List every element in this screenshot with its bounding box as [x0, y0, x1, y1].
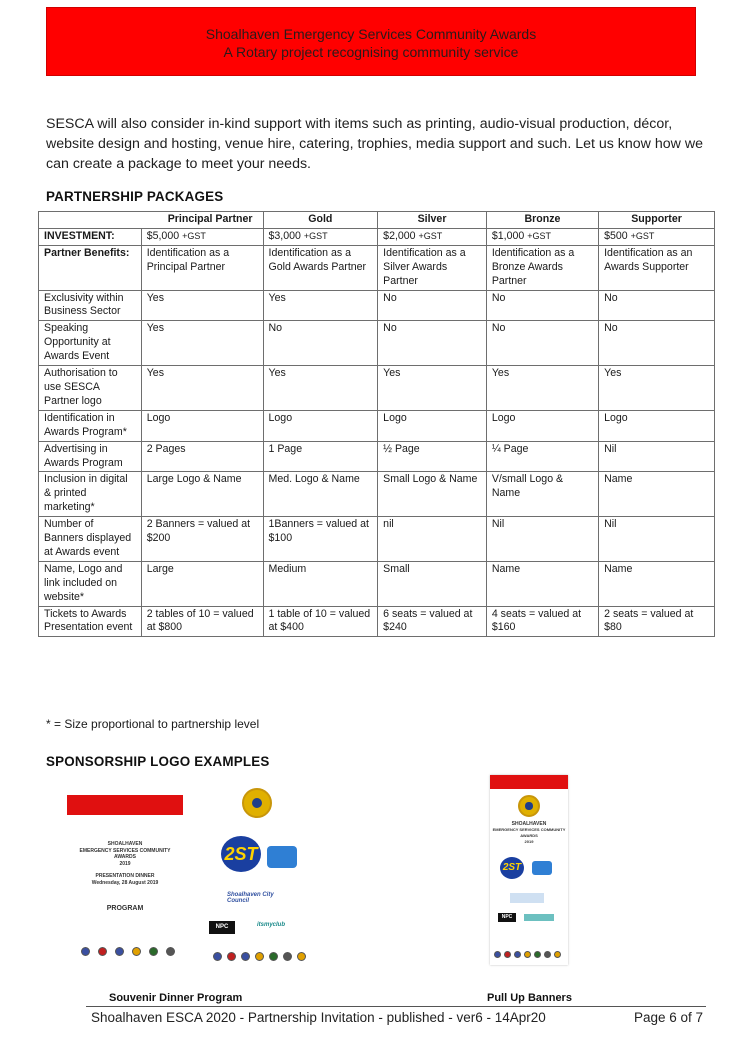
table-cell: No — [263, 321, 378, 366]
table-cell: ½ Page — [378, 441, 487, 472]
col-header-silver: Silver — [378, 212, 487, 229]
table-cell: No — [599, 321, 715, 366]
table-row — [39, 366, 715, 411]
row-label: Partner Benefits: — [39, 245, 142, 290]
table-cell: Logo — [263, 410, 378, 441]
program-line3: AWARDS — [114, 854, 136, 860]
seal-icon — [149, 947, 158, 956]
program-line1: SHOALHAVEN — [107, 841, 143, 847]
seal-icon — [213, 952, 222, 961]
col-header-supporter: Supporter — [599, 212, 715, 229]
seal-icon — [255, 952, 264, 961]
logo-column — [205, 782, 320, 972]
logo-2st: 2ST — [221, 836, 261, 872]
table-cell: 2 Banners = valued at $200 — [141, 517, 263, 562]
table-row — [39, 441, 715, 472]
intro-paragraph: SESCA will also consider in-kind support with items such as printing, audio-visual production, décor, website design and hosting, venue hire, catering, trophies, media support and such. Let us know how we can create a package to meet your needs. — [46, 116, 703, 172]
seal-icon — [524, 951, 531, 958]
program-title: PROGRAM — [106, 905, 144, 912]
table-cell: V/small Logo & Name — [486, 472, 598, 517]
table-cell: Identification as a Bronze Awards Partner — [486, 245, 598, 290]
seal-icon — [269, 952, 278, 961]
table-cell: Yes — [263, 366, 378, 411]
table-cell: Nil — [599, 517, 715, 562]
banner-red-header — [490, 775, 568, 789]
investment-row — [39, 228, 715, 245]
table-cell: ¼ Page — [486, 441, 598, 472]
banner-line1: SHOALHAVEN — [511, 821, 547, 827]
table-cell: Logo — [599, 410, 715, 441]
investment-amount: $3,000 — [268, 229, 301, 242]
table-cell: Med. Logo & Name — [263, 472, 378, 517]
table-cell: 6 seats = valued at $240 — [378, 606, 487, 637]
table-cell: No — [486, 290, 598, 321]
table-row — [39, 517, 715, 562]
table-cell: Yes — [378, 366, 487, 411]
benefit-rows — [39, 245, 715, 637]
table-cell: Identification as a Gold Awards Partner — [263, 245, 378, 290]
program-year: 2019 — [119, 861, 131, 867]
seal-icon — [544, 951, 551, 958]
col-header-bronze: Bronze — [486, 212, 598, 229]
investment-amount: $1,000 — [491, 229, 525, 242]
table-cell: Yes — [141, 321, 263, 366]
row-label: Speaking Opportunity at Awards Event — [39, 321, 142, 366]
col-header-gold: Gold — [263, 212, 378, 229]
banner-thumbnail — [490, 775, 568, 965]
seal-icon — [297, 952, 306, 961]
table-cell: Medium — [263, 561, 378, 606]
seal-icon — [166, 947, 175, 956]
banner-subtitle: A Rotary project recognising community service — [223, 44, 519, 60]
program-date: Wednesday, 28 August 2019 — [91, 880, 159, 886]
table-cell: Identification as a Principal Partner — [141, 245, 263, 290]
investment-cell — [486, 228, 598, 245]
investment-cell — [599, 228, 715, 245]
col-header-principal: Principal Partner — [39, 212, 264, 229]
row-label: Advertising in Awards Program — [39, 441, 142, 472]
table-cell: 2 seats = valued at $80 — [599, 606, 715, 637]
logo-2st: 2ST — [500, 857, 524, 879]
table-cell: Name — [599, 472, 715, 517]
partnership-heading: PARTNERSHIP PACKAGES — [46, 189, 224, 204]
table-cell: Yes — [141, 290, 263, 321]
seal-icon — [81, 947, 90, 956]
seal-icon — [494, 951, 501, 958]
investment-amount: $2,000 — [383, 229, 416, 242]
rotary-icon — [518, 795, 540, 817]
table-cell: No — [599, 290, 715, 321]
footer-text: Shoalhaven ESCA 2020 - Partnership Invitation - published - ver6 - 14Apr20 — [91, 1010, 546, 1025]
seal-icon — [283, 952, 292, 961]
banner-line2: EMERGENCY SERVICES COMMUNITY — [492, 827, 566, 832]
table-cell: Large — [141, 561, 263, 606]
banner-year: 2019 — [524, 839, 534, 844]
seal-icon — [534, 951, 541, 958]
investment-amount: $500 — [604, 229, 628, 242]
table-cell: 2 tables of 10 = valued at $800 — [141, 606, 263, 637]
table-row — [39, 561, 715, 606]
seal-icon — [132, 947, 141, 956]
gst-suffix: +GST — [418, 230, 443, 241]
table-cell: 1Banners = valued at $100 — [263, 517, 378, 562]
caption-banners: Pull Up Banners — [487, 992, 572, 1004]
club-logo-icon — [524, 914, 554, 921]
banner-title: Shoalhaven Emergency Services Community Awards — [205, 26, 537, 42]
footer-divider — [86, 1006, 706, 1007]
table-cell: Logo — [378, 410, 487, 441]
gst-suffix: +GST — [303, 230, 328, 241]
table-cell: Small Logo & Name — [378, 472, 487, 517]
table-cell: Yes — [486, 366, 598, 411]
investment-cell — [141, 228, 263, 245]
banner-line3: AWARDS — [520, 833, 538, 838]
row-label: Authorisation to use SESCA Partner logo — [39, 366, 142, 411]
table-cell: Yes — [599, 366, 715, 411]
row-label: Number of Banners displayed at Awards event — [39, 517, 142, 562]
table-header-row — [39, 212, 715, 229]
table-cell: Small — [378, 561, 487, 606]
investment-amount: $5,000 — [146, 229, 180, 242]
club-logo-icon — [532, 861, 552, 875]
table-row — [39, 290, 715, 321]
caption-program: Souvenir Dinner Program — [109, 992, 243, 1004]
seal-icon — [98, 947, 107, 956]
logos-heading: SPONSORSHIP LOGO EXAMPLES — [46, 754, 270, 769]
table-cell: Yes — [263, 290, 378, 321]
table-row — [39, 472, 715, 517]
seal-icon — [554, 951, 561, 958]
seal-icon — [504, 951, 511, 958]
investment-cell — [263, 228, 378, 245]
gst-suffix: +GST — [630, 230, 655, 241]
table-cell: Nil — [486, 517, 598, 562]
table-cell: Name — [599, 561, 715, 606]
logo-club: itsmyclub — [257, 922, 286, 928]
row-label: Tickets to Awards Presentation event — [39, 606, 142, 637]
rotary-icon — [242, 788, 272, 818]
table-cell: No — [378, 321, 487, 366]
table-cell: Yes — [141, 366, 263, 411]
table-row — [39, 410, 715, 441]
program-event: PRESENTATION DINNER — [95, 873, 155, 879]
table-row — [39, 245, 715, 290]
table-cell: Large Logo & Name — [141, 472, 263, 517]
table-cell: Logo — [486, 410, 598, 441]
table-cell: Nil — [599, 441, 715, 472]
table-cell: nil — [378, 517, 487, 562]
table-cell: Identification as an Awards Supporter — [599, 245, 715, 290]
table-cell: 4 seats = valued at $160 — [486, 606, 598, 637]
council-logo-icon — [510, 893, 544, 903]
club-logo-icon — [267, 846, 297, 868]
seal-icon — [227, 952, 236, 961]
seal-icon — [514, 951, 521, 958]
logo-npc: NPC — [498, 913, 516, 922]
table-cell: 1 table of 10 = valued at $400 — [263, 606, 378, 637]
row-label: Name, Logo and link included on website* — [39, 561, 142, 606]
page-number: Page 6 of 7 — [634, 1010, 704, 1025]
seal-icon — [115, 947, 124, 956]
investment-label: INVESTMENT: — [39, 228, 142, 245]
investment-cell — [378, 228, 487, 245]
table-cell: No — [486, 321, 598, 366]
program-red-header — [67, 795, 183, 815]
table-cell: Name — [486, 561, 598, 606]
table-cell: 2 Pages — [141, 441, 263, 472]
gst-suffix: +GST — [527, 230, 551, 241]
table-row — [39, 606, 715, 637]
row-label: Exclusivity within Business Sector — [39, 290, 142, 321]
program-thumbnail — [65, 795, 185, 975]
partnership-table — [38, 211, 715, 637]
table-cell: Identification as a Silver Awards Partner — [378, 245, 487, 290]
table-footnote: * = Size proportional to partnership level — [46, 717, 260, 731]
header-banner — [46, 7, 696, 76]
gst-suffix: +GST — [182, 230, 206, 241]
logo-npc: NPC — [209, 921, 235, 934]
program-line2: EMERGENCY SERVICES COMMUNITY — [79, 848, 171, 854]
row-label: Inclusion in digital & printed marketing* — [39, 472, 142, 517]
logo-council: Shoalhaven City Council — [227, 892, 274, 904]
table-row — [39, 321, 715, 366]
table-cell: Logo — [141, 410, 263, 441]
table-cell: No — [378, 290, 487, 321]
seal-icon — [241, 952, 250, 961]
table-cell: 1 Page — [263, 441, 378, 472]
row-label: Identification in Awards Program* — [39, 410, 142, 441]
